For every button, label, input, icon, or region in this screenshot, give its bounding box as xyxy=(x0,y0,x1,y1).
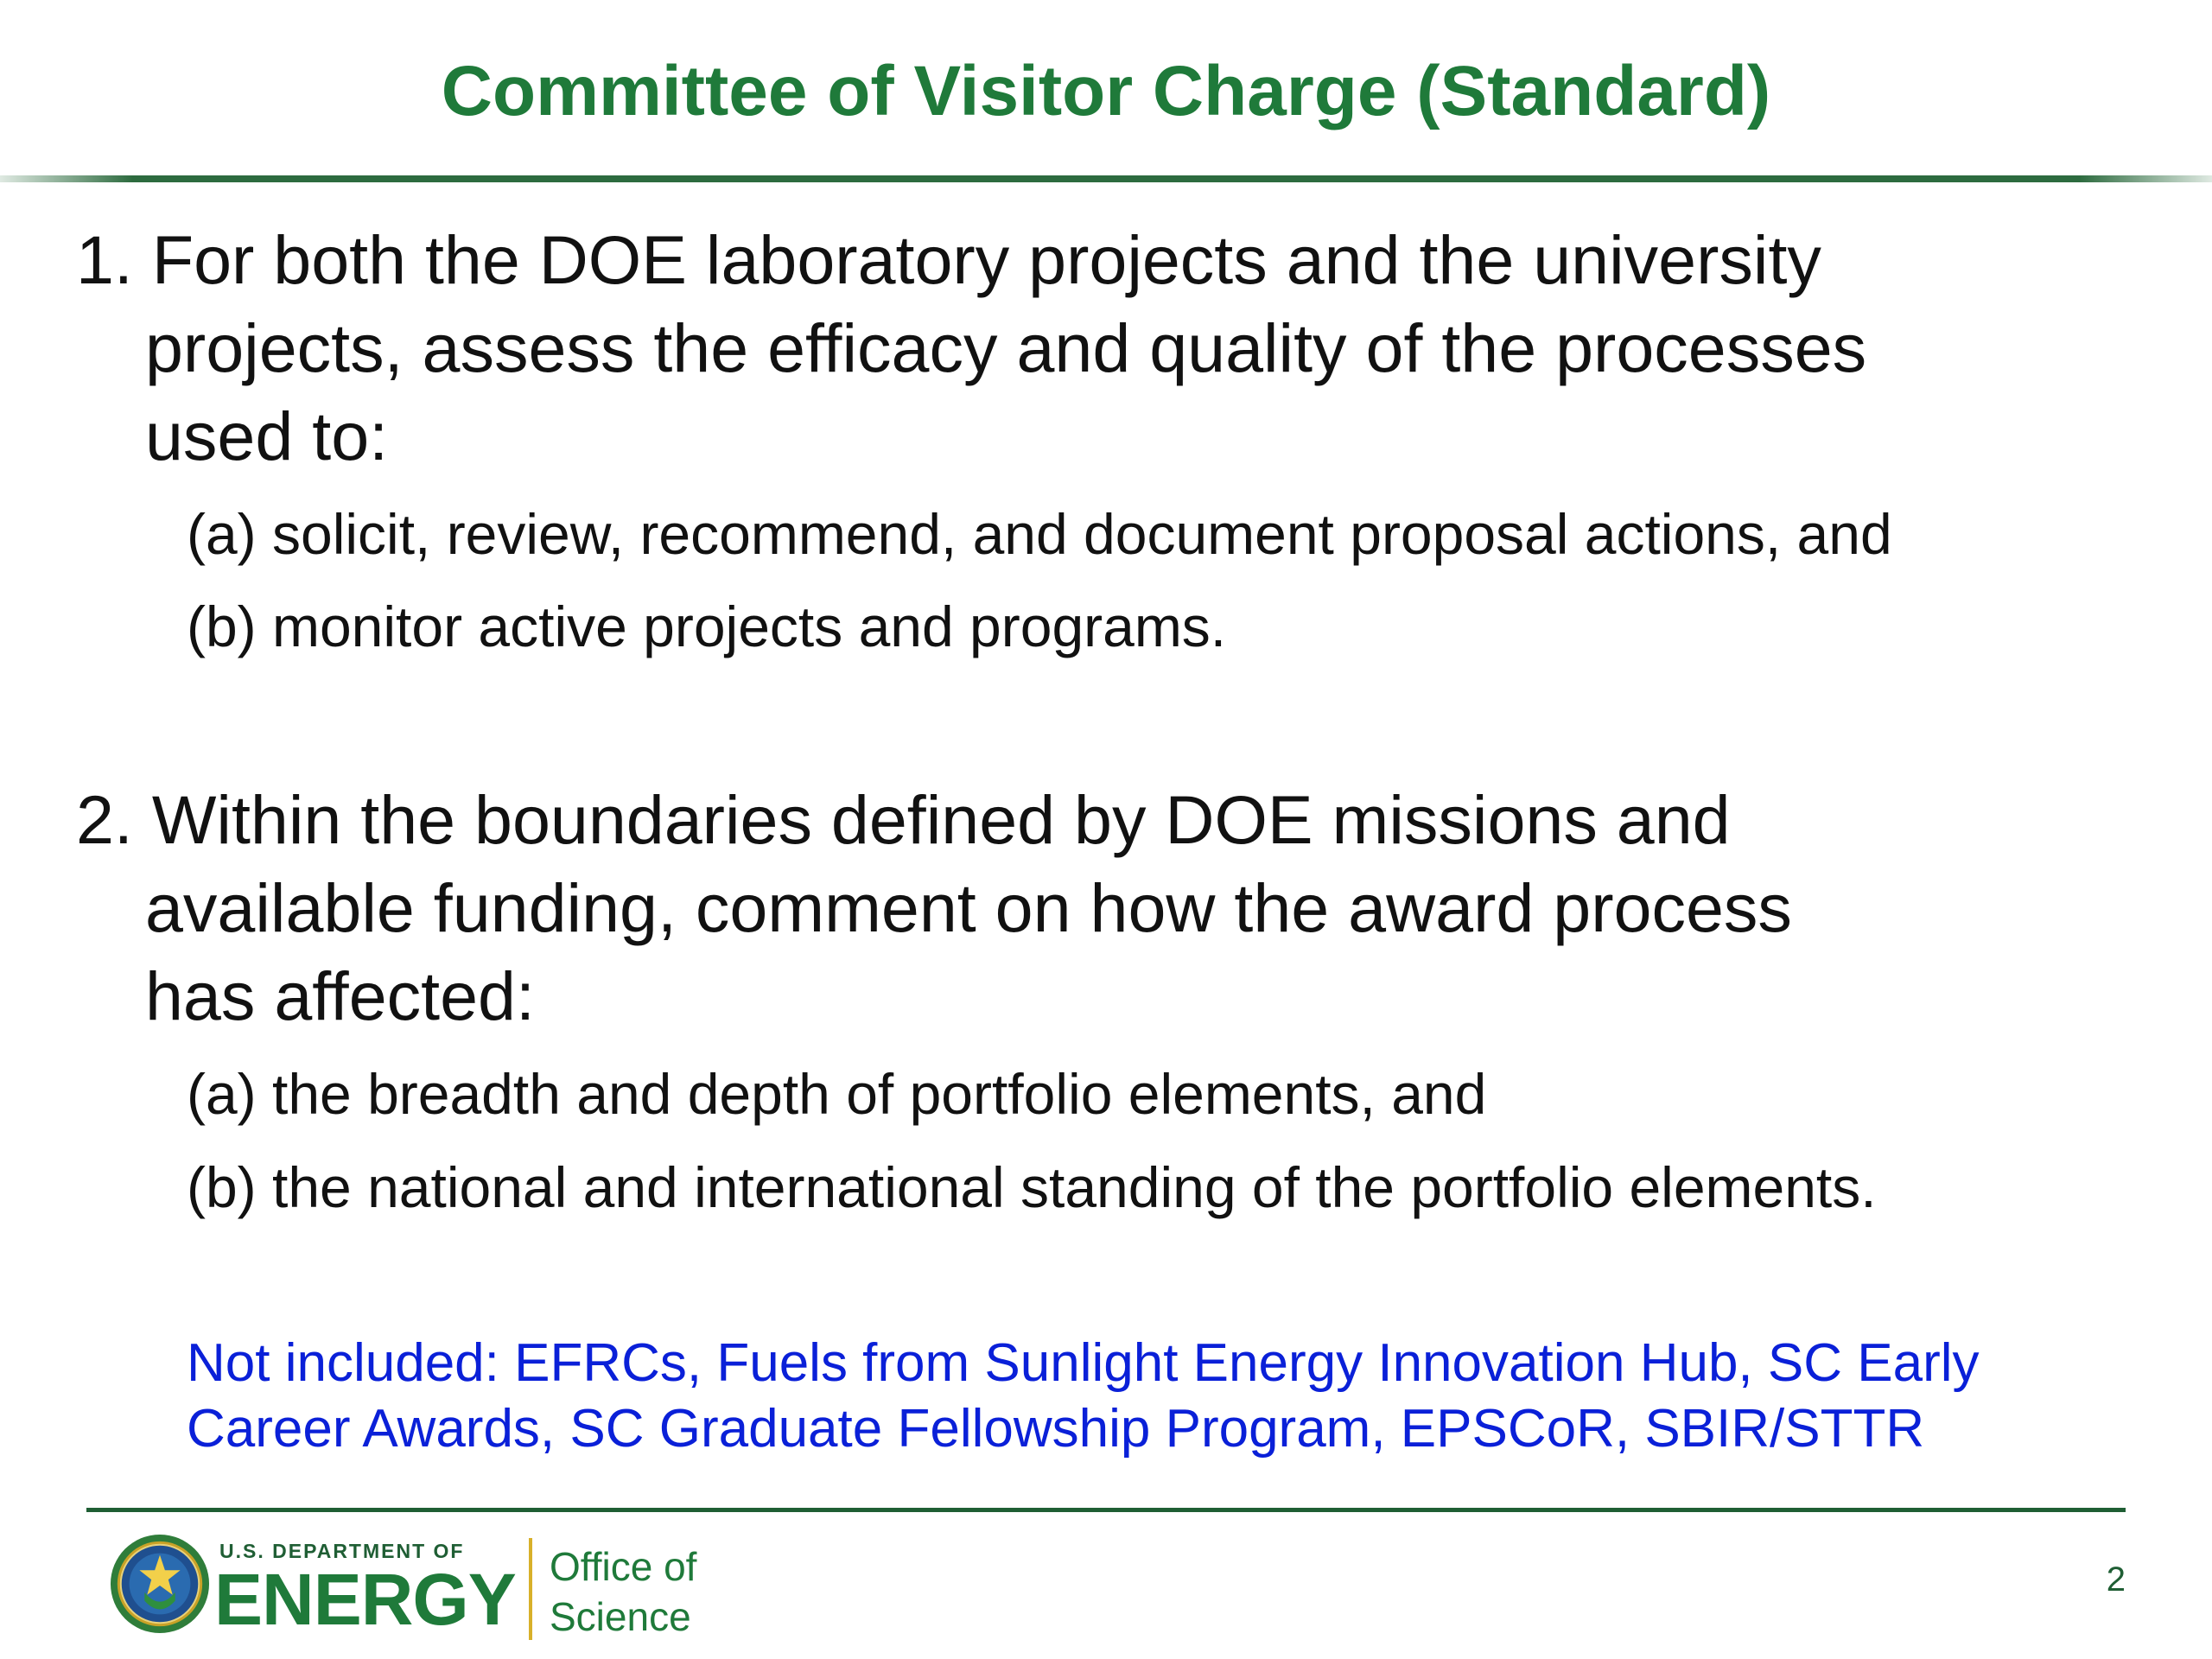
exclusions-note-line-1: Not included: EFRCs, Fuels from Sunlight Energy Innovation Hub, SC Early xyxy=(187,1333,1980,1393)
office-line-1: Office of xyxy=(550,1544,697,1589)
charge-item-1-line-2: projects, assess the efficacy and quality of the processes xyxy=(145,309,1867,386)
charge-item-2-line-1: 2. Within the boundaries defined by DOE missions and xyxy=(76,781,1731,858)
charge-item-2-sub-a: (a) the breadth and depth of portfolio elements, and xyxy=(187,1062,1487,1126)
title-divider xyxy=(0,175,2212,182)
logo-energy-text: ENERGY xyxy=(214,1559,516,1640)
charge-item-1-sub-b: (b) monitor active projects and programs. xyxy=(187,594,1227,658)
office-line-2: Science xyxy=(550,1594,691,1639)
doe-seal-icon xyxy=(109,1533,211,1635)
exclusions-note-line-2: Career Awards, SC Graduate Fellowship Program, EPSCoR, SBIR/STTR xyxy=(187,1399,1925,1459)
page-number: 2 xyxy=(2106,1560,2126,1599)
charge-item-1-line-3: used to: xyxy=(145,397,389,474)
footer-divider xyxy=(86,1508,2126,1512)
slide-title: Committee of Visitor Charge (Standard) xyxy=(441,52,1771,130)
exclusions-note xyxy=(187,1331,2174,1462)
charge-item-2 xyxy=(76,776,2150,1040)
charge-item-1 xyxy=(76,216,2150,480)
logo-divider xyxy=(529,1538,532,1640)
doe-office-of-science-logo xyxy=(109,1531,714,1643)
charge-item-1-line-1: 1. For both the DOE laboratory projects and the university xyxy=(76,221,1821,298)
logo-department-text: U.S. DEPARTMENT OF xyxy=(219,1540,465,1562)
charge-item-2-line-3: has affected: xyxy=(145,957,535,1034)
charge-item-1-sub-a: (a) solicit, review, recommend, and document proposal actions, and xyxy=(187,502,1892,566)
charge-item-2-line-2: available funding, comment on how the award process xyxy=(145,869,1792,946)
office-of-science-text xyxy=(550,1541,696,1642)
charge-item-2-sub-b: (b) the national and international standing of the portfolio elements. xyxy=(187,1155,1877,1219)
